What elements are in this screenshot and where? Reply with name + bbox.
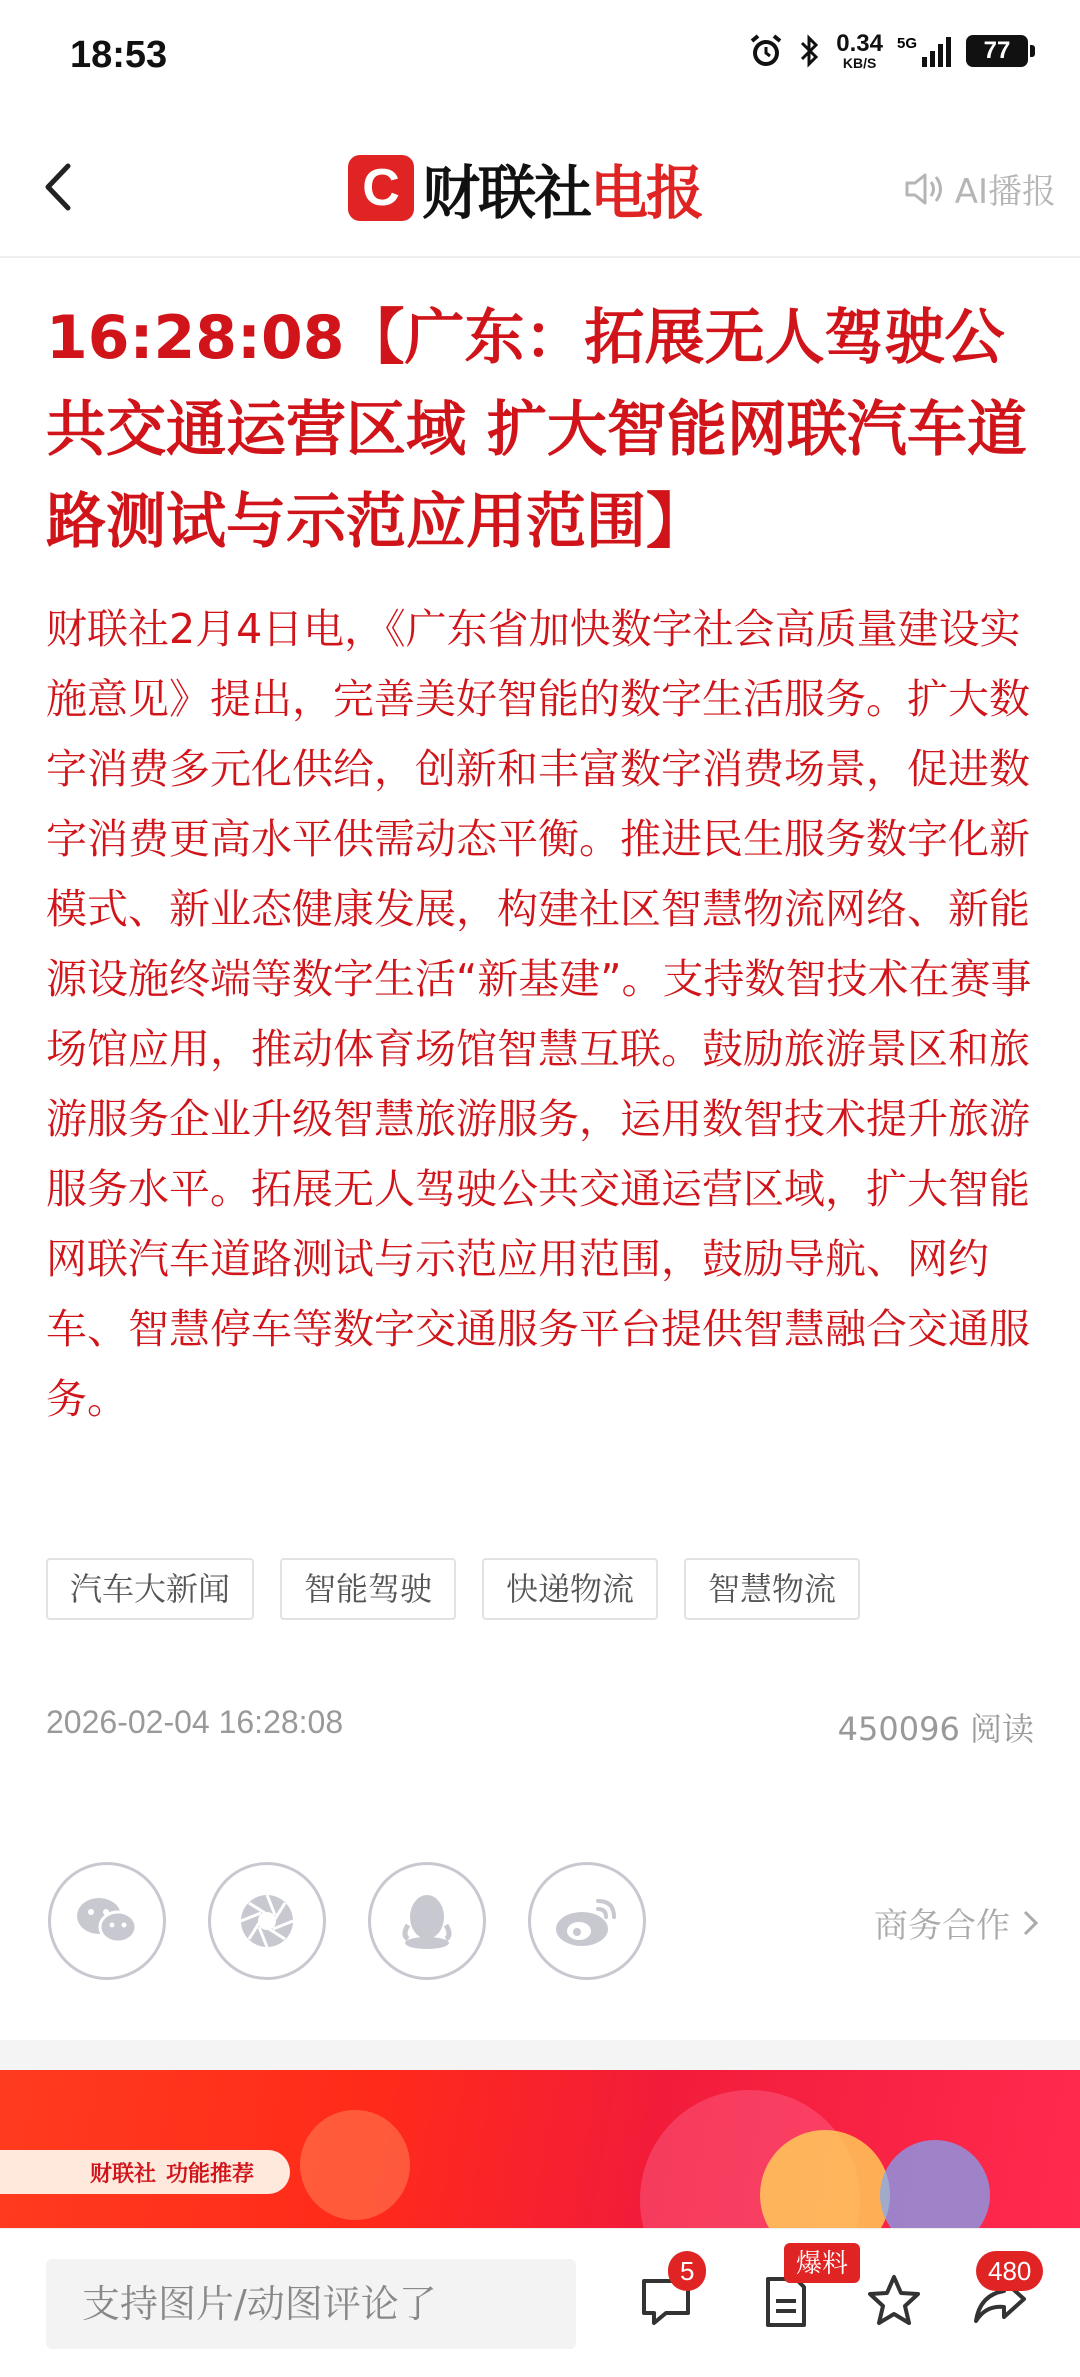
tag-item[interactable]: 智能驾驶 [280, 1558, 456, 1620]
net-speed: 0.34 KB/S [836, 30, 883, 71]
share-row [48, 1862, 646, 1980]
battery-indicator: 77 [966, 35, 1028, 67]
alarm-icon [748, 33, 784, 69]
logo-mark: C [348, 155, 414, 221]
tag-list [46, 1558, 860, 1620]
business-cooperation-label: 商务合作 [874, 1906, 1010, 1946]
bluetooth-icon [798, 33, 822, 69]
share-qq-button[interactable] [368, 1862, 486, 1980]
comment-count-badge: 5 [668, 2251, 706, 2291]
feature-banner[interactable] [0, 2070, 1080, 2228]
banner-label: 财联社 功能推荐 [0, 2150, 290, 2194]
status-time: 18:53 [70, 34, 168, 76]
section-divider [0, 2040, 1080, 2070]
report-badge: 爆料 [784, 2243, 860, 2283]
speaker-icon [903, 169, 947, 209]
share-weibo-button[interactable] [528, 1862, 646, 1980]
app-logo [348, 146, 702, 230]
moments-icon [235, 1889, 299, 1953]
banner-decoration [880, 2140, 990, 2228]
business-cooperation-link[interactable] [874, 1898, 1040, 1947]
tag-item[interactable]: 智慧物流 [684, 1558, 860, 1620]
read-count: 450096 阅读 [837, 1710, 1034, 1748]
chevron-right-icon [1022, 1908, 1040, 1938]
bottom-bar [0, 2228, 1080, 2377]
signal-indicator: 5G [897, 35, 952, 67]
favorite-button[interactable] [864, 2271, 924, 2331]
article-headline: 16:28:08【广东：拓展无人驾驶公共交通运营区域 扩大智能网联汽车道路测试与示范应用范围】 [46, 303, 1027, 557]
status-bar [0, 0, 1080, 118]
comment-input[interactable]: 支持图片/动图评论了 [46, 2259, 576, 2349]
share-moments-button[interactable] [208, 1862, 326, 1980]
publish-date: 2026-02-04 16:28:08 [46, 1704, 344, 1740]
qq-icon [400, 1889, 454, 1953]
ai-broadcast-label: AI播报 [954, 172, 1056, 212]
ai-broadcast-button[interactable] [903, 164, 1056, 213]
status-icons [748, 32, 1028, 70]
article-body: 财联社2月4日电，《广东省加快数字社会高质量建设实施意见》提出，完善美好智能的数字生活服务。扩大数字消费多元化供给，创新和丰富数字消费场景，促进数字消费更高水平供需动态平衡。推进民生服务数字化新模式、新业态健康发展，构建社区智慧物流网络、新能源设施终端等数字生活“新基建”。支持数智技术在赛事场馆应用，推动体育场馆智慧互联。鼓励旅游景区和旅游服务企业升级智慧旅游服务，运用数智技术提升旅游服务水平。拓展无人驾驶公共交通运营区域，扩大智能网联汽车道路测试与示范应用范围，鼓励导航、网约车、智慧停车等数字交通服务平台提供智慧融合交通服务。 [46, 605, 1032, 1423]
tag-item[interactable]: 快递物流 [482, 1558, 658, 1620]
logo-text: 财联社电报 [422, 159, 703, 227]
tag-item[interactable]: 汽车大新闻 [46, 1558, 254, 1620]
chevron-left-icon [30, 152, 90, 222]
star-icon [864, 2271, 924, 2331]
back-button[interactable] [30, 152, 90, 222]
top-nav-bar [0, 118, 1080, 258]
share-count-badge: 480 [976, 2251, 1043, 2291]
share-wechat-button[interactable] [48, 1862, 166, 1980]
signal-icon [920, 35, 952, 67]
banner-decoration [300, 2110, 410, 2220]
wechat-icon [72, 1891, 142, 1951]
weibo-icon [552, 1891, 622, 1951]
